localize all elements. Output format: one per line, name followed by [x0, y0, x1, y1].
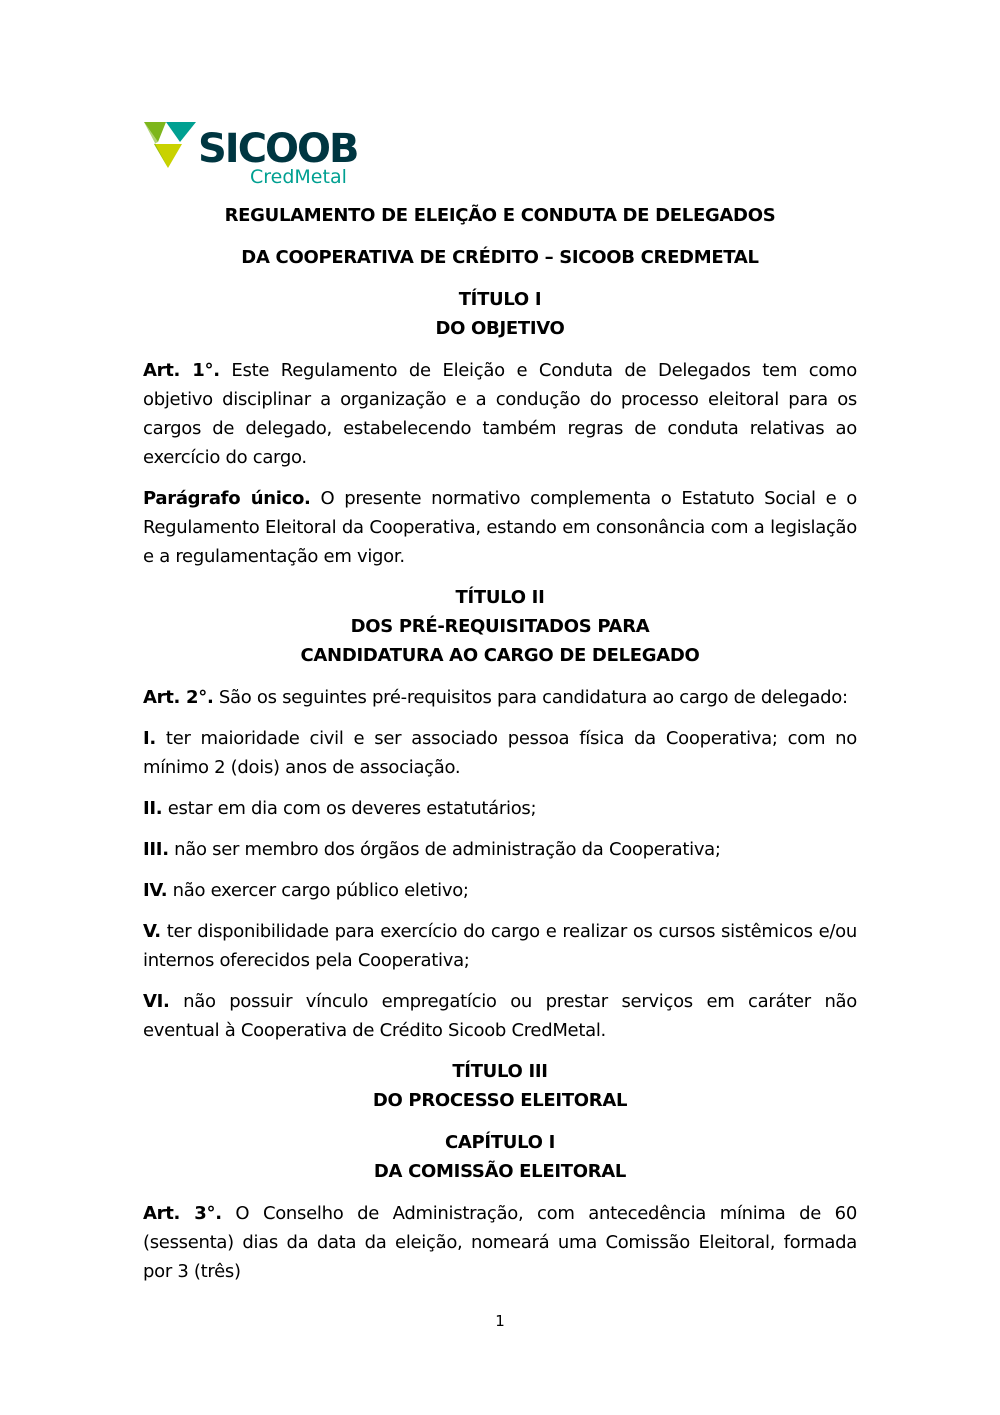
item-label: III. — [143, 839, 169, 860]
paragraph-label: Parágrafo único. — [143, 488, 311, 509]
heading-name: DOS PRÉ-REQUISITADOS PARA — [350, 616, 650, 637]
paragraph-text: O presente normativo complementa o Estatuto Social e o Regulamento Eleitoral da Cooperativa, estando em consonância com a legislação e a regulamentação em vigor. — [143, 488, 857, 567]
article-label: Art. 2°. — [143, 687, 214, 708]
titulo-1-heading — [143, 285, 857, 343]
document-body — [143, 201, 857, 1298]
item-text: estar em dia com os deveres estatutários; — [162, 798, 537, 819]
article-text: São os seguintes pré-requisitos para candidatura ao cargo de delegado: — [213, 687, 848, 708]
sicoob-credmetal-logo — [144, 120, 364, 188]
heading-number: TÍTULO I — [458, 289, 542, 310]
item-text: ter disponibilidade para exercício do cargo e realizar os cursos sistêmicos e/ou internos oferecidos pela Cooperativa; — [143, 921, 857, 971]
article-1 — [143, 356, 857, 472]
article-text: Este Regulamento de Eleição e Conduta de Delegados tem como objetivo disciplinar a organização e a condução do processo eleitoral para os cargos de delegado, estabelecendo também regras de conduta relativas ao exercício do cargo. — [143, 360, 857, 468]
article-2 — [143, 683, 857, 712]
item-label: I. — [143, 728, 156, 749]
page-number: 1 — [495, 1312, 505, 1330]
list-item — [143, 876, 857, 905]
item-label: V. — [143, 921, 161, 942]
item-label: VI. — [143, 991, 170, 1012]
list-item — [143, 987, 857, 1045]
article-3 — [143, 1199, 857, 1286]
item-text: ter maioridade civil e ser associado pessoa física da Cooperativa; com no mínimo 2 (dois) anos de associação. — [143, 728, 857, 778]
document-title — [143, 201, 857, 272]
article-label: Art. 1°. — [143, 360, 220, 381]
heading-name: CANDIDATURA AO CARGO DE DELEGADO — [300, 645, 700, 666]
heading-name: DO PROCESSO ELEITORAL — [372, 1090, 628, 1111]
list-item — [143, 794, 857, 823]
heading-number: CAPÍTULO I — [444, 1132, 556, 1153]
svg-text:SICOOB: SICOOB — [198, 126, 358, 172]
article-text: O Conselho de Administração, com antecedência mínima de 60 (sessenta) dias da data da eleição, nomeará uma Comissão Eleitoral, formada por 3 (três) — [143, 1203, 857, 1282]
list-item — [143, 835, 857, 864]
capitulo-1-heading — [143, 1128, 857, 1186]
paragrafo-unico — [143, 484, 857, 571]
item-text: não exercer cargo público eletivo; — [167, 880, 469, 901]
logo-mark-icon — [144, 120, 364, 188]
article-label: Art. 3°. — [143, 1203, 222, 1224]
titulo-2-heading — [143, 583, 857, 670]
titulo-3-heading — [143, 1057, 857, 1115]
heading-name: DA COMISSÃO ELEITORAL — [373, 1161, 627, 1182]
item-text: não possuir vínculo empregatício ou prestar serviços em caráter não eventual à Cooperativa de Crédito Sicoob CredMetal. — [143, 991, 857, 1041]
heading-number: TÍTULO II — [455, 587, 545, 608]
item-label: II. — [143, 798, 163, 819]
heading-number: TÍTULO III — [452, 1061, 548, 1082]
title-line: REGULAMENTO DE ELEIÇÃO E CONDUTA DE DELEGADOS — [224, 205, 776, 226]
item-text: não ser membro dos órgãos de administração da Cooperativa; — [168, 839, 721, 860]
item-label: IV. — [143, 880, 168, 901]
title-line: DA COOPERATIVA DE CRÉDITO – SICOOB CREDMETAL — [241, 247, 759, 268]
list-item — [143, 917, 857, 975]
svg-text:CredMetal: CredMetal — [250, 166, 347, 188]
list-item — [143, 724, 857, 782]
heading-name: DO OBJETIVO — [435, 318, 565, 339]
